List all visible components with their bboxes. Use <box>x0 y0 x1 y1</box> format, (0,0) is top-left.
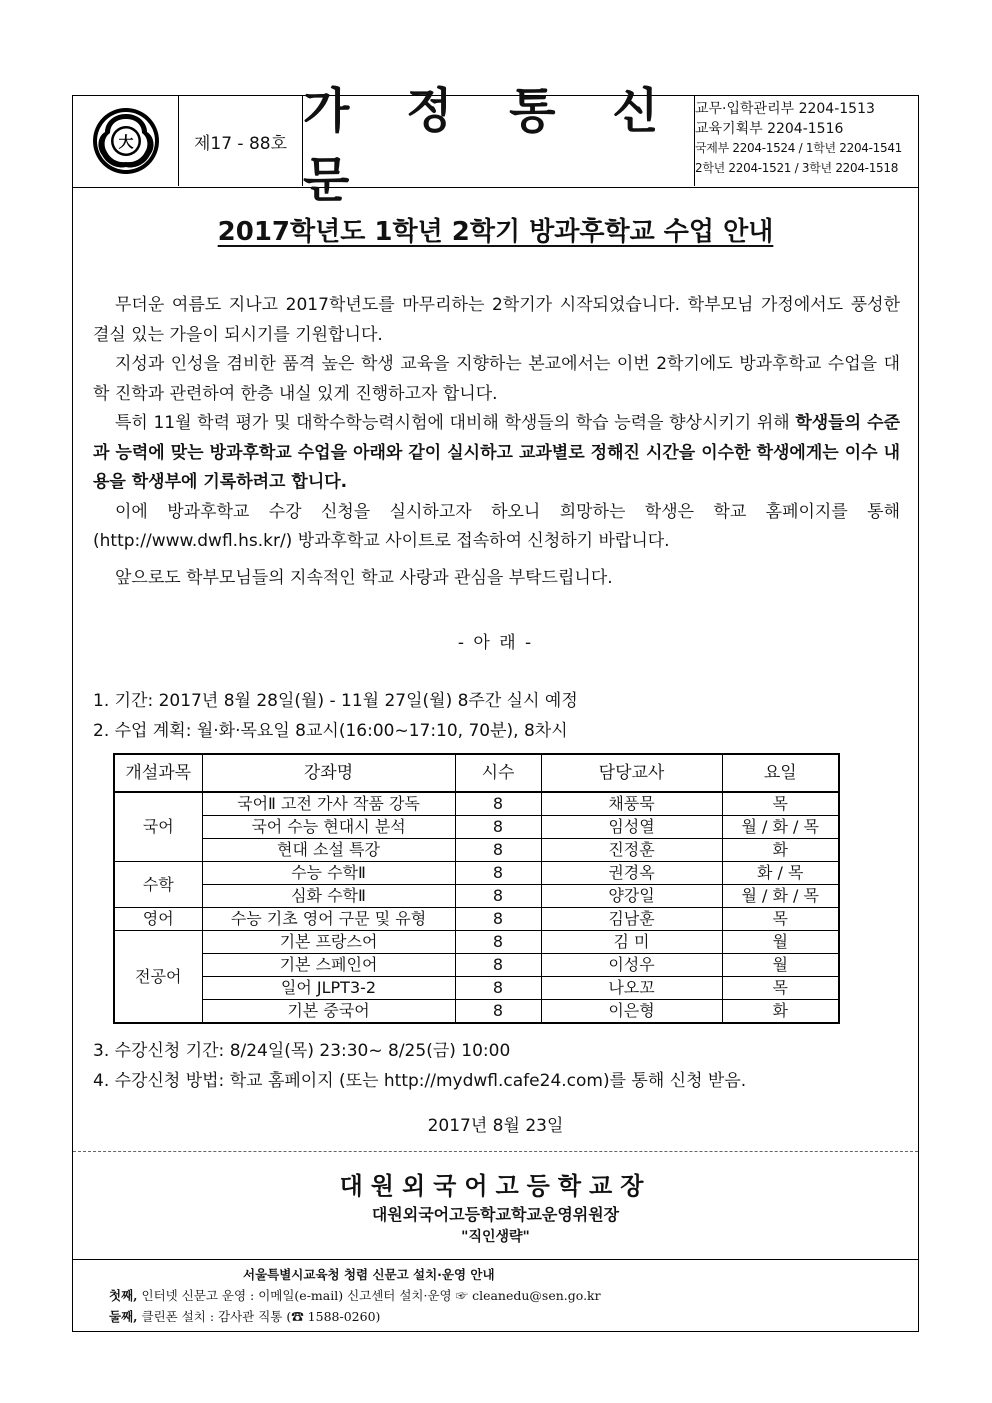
school-emblem-icon <box>90 105 162 177</box>
seal-omitted-note: "직인생략" <box>461 1229 530 1245</box>
newsletter-title: 가 정 통 신 문 <box>303 96 695 186</box>
day-cell: 화 / 목 <box>722 862 839 885</box>
svg-text:大: 大 <box>117 133 134 151</box>
table-row <box>114 816 839 839</box>
course-name-cell: 일어 JLPT3-2 <box>202 977 455 1000</box>
day-cell: 월 / 화 / 목 <box>722 885 839 908</box>
column-header: 시수 <box>455 754 541 792</box>
day-cell: 화 <box>722 1000 839 1024</box>
school-logo <box>73 96 179 186</box>
day-cell: 목 <box>722 908 839 931</box>
contact-info <box>695 96 918 186</box>
table-row <box>114 931 839 954</box>
course-name-cell: 기본 프랑스어 <box>202 931 455 954</box>
column-header: 개설과목 <box>114 754 202 792</box>
committee-signature: 대원외국어고등학교학교운영위원장 <box>371 1205 620 1224</box>
list-item: 4. 수강신청 방법: 학교 홈페이지 (또는 http://mydwfl.cafe24.com)를 통해 신청 받음. <box>93 1071 747 1091</box>
day-cell: 월 <box>722 931 839 954</box>
divider <box>73 1151 918 1152</box>
list-item: 2. 수업 계획: 월·화·목요일 8교시(16:00~17:10, 70분), 8차시 <box>93 721 568 741</box>
teacher-cell: 진정훈 <box>541 839 722 862</box>
footer-line: 첫째, 인터넷 신문고 운영 : 이메일(e-mail) 신고센터 설치·운영 ☞ cleanedu@sen.go.kr <box>109 1288 601 1303</box>
table-row <box>114 954 839 977</box>
hours-cell: 8 <box>455 1000 541 1024</box>
course-name-cell: 기본 중국어 <box>202 1000 455 1024</box>
course-name-cell: 수능 기초 영어 구문 및 유형 <box>202 908 455 931</box>
hours-cell: 8 <box>455 792 541 816</box>
teacher-cell: 김남훈 <box>541 908 722 931</box>
contact-line: 국제부 2204-1524 / 1학년 2204-1541 <box>695 141 903 155</box>
hours-cell: 8 <box>455 908 541 931</box>
teacher-cell: 이성우 <box>541 954 722 977</box>
paragraph: 무더운 여름도 지나고 2017학년도를 마무리하는 2학기가 시작되었습니다. 학부모님 가정에서도 풍성한 결실 있는 가을이 되시기를 기원합니다. <box>93 295 900 345</box>
footer <box>73 1259 918 1327</box>
table-row <box>114 885 839 908</box>
paragraph-emphasis: 학생들의 수준과 능력에 맞는 방과후학교 수업을 아래와 같이 실시하고 교과별로 정해진 시간을 이수한 학생에게는 이수 내용을 학생부에 기록하려고 합니다. <box>93 413 900 492</box>
section-marker: - 아 래 - <box>457 633 534 653</box>
column-header: 강좌명 <box>202 754 455 792</box>
hours-cell: 8 <box>455 977 541 1000</box>
teacher-cell: 권경옥 <box>541 862 722 885</box>
hours-cell: 8 <box>455 931 541 954</box>
contact-line: 교무·입학관리부 2204-1513 <box>695 101 875 117</box>
hours-cell: 8 <box>455 816 541 839</box>
header <box>73 83 918 208</box>
table-row <box>114 908 839 931</box>
footer-line: 둘째, 클린폰 설치 : 감사관 직통 (☎ 1588-0260) <box>109 1309 381 1324</box>
hours-cell: 8 <box>455 885 541 908</box>
course-name-cell: 수능 수학Ⅱ <box>202 862 455 885</box>
body-text <box>93 291 900 593</box>
teacher-cell: 임성열 <box>541 816 722 839</box>
table-header-row <box>114 754 839 792</box>
paragraph <box>93 409 900 498</box>
table-row <box>114 1000 839 1024</box>
course-table <box>113 753 840 1024</box>
subject-cell: 국어 <box>114 792 202 862</box>
issue-number: 제17 - 88호 <box>179 96 303 186</box>
list-item: 3. 수강신청 기간: 8/24일(목) 23:30~ 8/25(금) 10:00 <box>93 1041 511 1061</box>
table-row <box>114 977 839 1000</box>
teacher-cell: 나오꼬 <box>541 977 722 1000</box>
contact-line: 2학년 2204-1521 / 3학년 2204-1518 <box>695 160 899 175</box>
issue-date: 2017년 8월 23일 <box>427 1116 564 1136</box>
list-item: 1. 기간: 2017년 8월 28일(월) - 11월 27일(월) 8주간 실시 예정 <box>93 691 578 711</box>
footer-title: 서울특별시교육청 청렴 신문고 설치·운영 안내 <box>243 1267 495 1282</box>
course-name-cell: 현대 소설 특강 <box>202 839 455 862</box>
course-name-cell: 국어Ⅱ 고전 가사 작품 강독 <box>202 792 455 816</box>
subject-cell: 영어 <box>114 908 202 931</box>
teacher-cell: 김 미 <box>541 931 722 954</box>
column-header: 요일 <box>722 754 839 792</box>
subject-cell: 수학 <box>114 862 202 908</box>
info-list <box>93 686 578 746</box>
teacher-cell: 양강일 <box>541 885 722 908</box>
day-cell: 목 <box>722 792 839 816</box>
paragraph: 이에 방과후학교 수강 신청을 실시하고자 하오니 희망하는 학생은 학교 홈페이지를 통해 (http://www.dwfl.hs.kr/) 방과후학교 사이트로 접속하여 신청하기 바랍니다. <box>93 501 900 551</box>
day-cell: 화 <box>722 839 839 862</box>
hours-cell: 8 <box>455 862 541 885</box>
course-name-cell: 심화 수학Ⅱ <box>202 885 455 908</box>
paragraph: 지성과 인성을 겸비한 품격 높은 학생 교육을 지향하는 본교에서는 이번 2학기에도 방과후학교 수업을 대학 진학과 관련하여 한층 내실 있게 진행하고자 합니다. <box>93 354 900 404</box>
contact-line: 교육기획부 2204-1516 <box>695 120 844 137</box>
table-row <box>114 792 839 816</box>
hours-cell: 8 <box>455 839 541 862</box>
subject-cell: 전공어 <box>114 931 202 1024</box>
hours-cell: 8 <box>455 954 541 977</box>
teacher-cell: 채풍묵 <box>541 792 722 816</box>
day-cell: 목 <box>722 977 839 1000</box>
document-frame <box>72 83 919 1332</box>
table-row <box>114 839 839 862</box>
day-cell: 월 <box>722 954 839 977</box>
principal-signature: 대원외국어고등학교장 <box>339 1172 652 1200</box>
column-header: 담당교사 <box>541 754 722 792</box>
headline: 2017학년도 1학년 2학기 방과후학교 수업 안내 <box>217 217 774 247</box>
course-name-cell: 국어 수능 현대시 분석 <box>202 816 455 839</box>
day-cell: 월 / 화 / 목 <box>722 816 839 839</box>
info-list <box>93 1036 746 1096</box>
paragraph-text: 특히 11월 학력 평가 및 대학수학능력시험에 대비해 학생들의 학습 능력을 향상시키기 위해 <box>115 413 796 433</box>
course-name-cell: 기본 스페인어 <box>202 954 455 977</box>
paragraph: 앞으로도 학부모님들의 지속적인 학교 사랑과 관심을 부탁드립니다. <box>115 567 613 588</box>
table-row <box>114 862 839 885</box>
teacher-cell: 이은형 <box>541 1000 722 1024</box>
